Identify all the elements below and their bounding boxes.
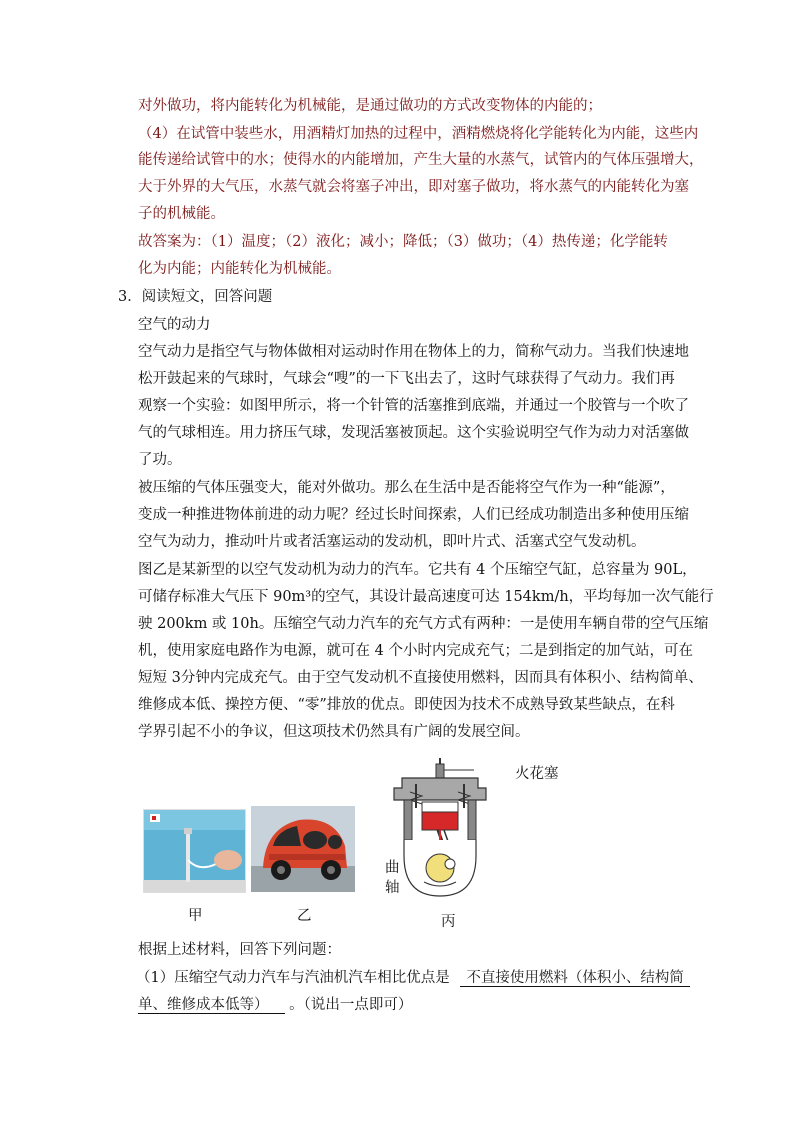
question-3-heading: 3．阅读短文，回答问题	[118, 289, 273, 305]
para1-line3: 观察一个实验：如图甲所示，将一个针管的活塞推到底端，并通过一个胶管与一个吹了	[138, 398, 689, 414]
para2-line2: 变成一种推进物体前进的动力呢？经过长时间探索，人们已经成功制造出多种使用压缩	[138, 507, 689, 523]
prev-answer-p4-line3: 大于外界的大气压，水蒸气就会将塞子冲出，即对塞子做功，将水蒸气的内能转化为塞	[138, 179, 689, 195]
para3-line2: 可储存标准大气压下 90m³的空气，其设计最高速度可达 154km/h，平均每加一次气能行	[138, 589, 714, 605]
prev-answer-p4-line4: 子的机械能。	[138, 206, 225, 222]
air-car-image	[251, 806, 355, 892]
para3-line6: 维修成本低、操控方便、“零”排放的优点。即使因为技术不成熟导致某些缺点，在科	[138, 697, 675, 713]
answer-summary-line2: 化为内能；内能转化为机械能。	[138, 261, 341, 277]
crankshaft-label-1: 曲	[385, 860, 400, 876]
prev-answer-p4-line2: 能传递给试管中的水；使得水的内能增加，产生大量的水蒸气，试管内的气体压强增大，	[138, 152, 704, 168]
crankshaft-label-2: 轴	[385, 880, 400, 896]
figure-yi-photo	[251, 806, 355, 892]
para1-line5: 了功。	[138, 452, 182, 468]
spark-plug-label: 火花塞	[515, 766, 559, 782]
para3-line3: 驶 200km 或 10h。压缩空气动力汽车的充气方式有两种：一是使用车辆自带的空气压缩	[138, 616, 709, 632]
para3-line5: 短短 3分钟内完成充气。由于空气发动机不直接使用燃料，因而具有体积小、结构简单、	[138, 670, 703, 686]
figure-jia-caption: 甲	[188, 908, 203, 924]
sub-question-1-suffix: 。（说出一点即可）	[289, 997, 413, 1013]
para1-line2: 松开鼓起来的气球时，气球会“嗖”的一下飞出去了，这时气球获得了气动力。我们再	[138, 371, 675, 387]
figure-jia-photo	[143, 809, 246, 893]
prev-answer-line: 对外做功，将内能转化为机械能，是通过做功的方式改变物体的内能的；	[138, 98, 602, 114]
para2-line3: 空气为动力，推动叶片或者活塞运动的发动机，即叶片式、活塞式空气发动机。	[138, 534, 646, 550]
sub-question-1-cont	[138, 995, 412, 1015]
sub-question-1	[136, 968, 690, 988]
answer-summary-line1: 故答案为：（1）温度；（2）液化；减小；降低；（3）做功；（4）热传递；化学能转	[138, 234, 668, 250]
sub-question-1-answer-part2: 单、维修成本低等）	[138, 997, 285, 1014]
para1-line4: 气的气球相连。用力挤压气球，发现活塞被顶起。这个实验说明空气作为动力对活塞做	[138, 425, 689, 441]
para3-line7: 学界引起不小的争议，但这项技术仍然具有广阔的发展空间。	[138, 724, 530, 740]
prev-answer-p4-line1: （4）在试管中装些水，用酒精灯加热的过程中，酒精燃烧将化学能转化为内能，这些内	[138, 126, 699, 142]
para2-line1: 被压缩的气体压强变大，能对外做功。那么在生活中是否能将空气作为一种“能源”，	[138, 480, 675, 496]
para3-line4: 机，使用家庭电路作为电源，就可在 4 个小时内完成充气；二是到指定的加气站，可在	[138, 643, 693, 659]
figure-yi-caption: 乙	[297, 908, 312, 924]
para3-line1: 图乙是某新型的以空气发动机为动力的汽车。它共有 4 个压缩空气缸，总容量为 90L，	[138, 562, 697, 578]
sub-question-1-prefix: （1）压缩空气动力汽车与汽油机汽车相比优点是	[136, 970, 450, 986]
questions-prompt: 根据上述材料，回答下列问题：	[138, 942, 341, 958]
sub-question-1-answer-part1: 不直接使用燃料（体积小、结构简	[460, 970, 690, 987]
article-title: 空气的动力	[138, 317, 211, 333]
para1-line1: 空气动力是指空气与物体做相对运动时作用在物体上的力，简称气动力。当我们快速地	[138, 344, 689, 360]
syringe-experiment-image	[144, 810, 245, 892]
figure-bing-engine-diagram	[380, 756, 530, 906]
figure-bing-caption: 丙	[441, 914, 456, 930]
